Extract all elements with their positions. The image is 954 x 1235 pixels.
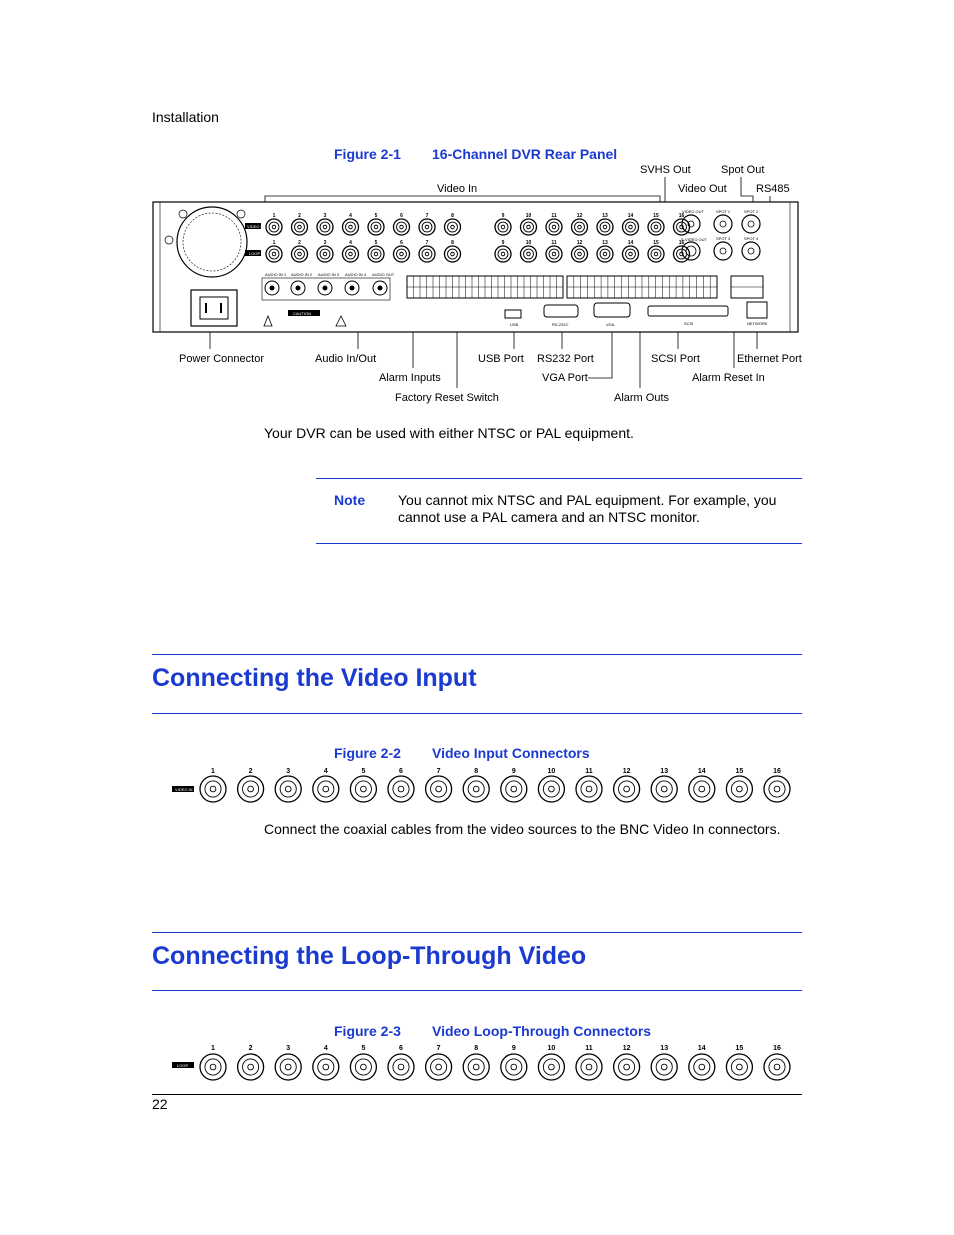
- panel-video-in-bnc-12-number: 12: [576, 213, 583, 219]
- panel-loop-bnc-2-number: 2: [298, 240, 301, 246]
- video-in-bnc-14-number: 14: [697, 768, 706, 775]
- loop-bnc-5: [350, 1045, 376, 1080]
- loop-bnc-11-number: 11: [585, 1045, 593, 1052]
- panel-video-in-bnc-14-number: 14: [627, 213, 634, 219]
- loop-bnc-13: [651, 1045, 677, 1080]
- video-in-bnc-14: [689, 768, 715, 802]
- panel-audio-in-4: AUDIO IN 4: [345, 272, 367, 277]
- loop-through-connectors-diagram: [0, 1038, 954, 1088]
- panel-loop-bnc-1-number: 1: [272, 240, 276, 246]
- panel-rs232: RS-232C: [552, 322, 569, 327]
- section-2-bottom-rule: [152, 990, 802, 991]
- callout-power-connector: Power Connector: [179, 353, 264, 365]
- video-in-bnc-12-number: 12: [622, 768, 631, 775]
- note-text: You cannot mix NTSC and PAL equipment. For example, you cannot use a PAL camera and an NTSC monitor.: [398, 492, 777, 525]
- video-in-bnc-3-number: 3: [286, 768, 291, 775]
- panel-loop-bnc-6-number: 6: [400, 240, 403, 246]
- loop-bnc-9-number: 9: [511, 1045, 516, 1052]
- callout-video-in: Video In: [437, 183, 478, 195]
- video-in-bnc-16: [764, 768, 790, 802]
- panel-video-in-bnc-11-number: 11: [551, 213, 557, 219]
- section-1-top-rule: [152, 654, 802, 655]
- video-in-bnc-6: [388, 768, 414, 802]
- ntsc-pal-paragraph: Your DVR can be used with either NTSC or PAL equipment.: [264, 425, 634, 441]
- figure-2-caption: [334, 745, 590, 761]
- panel-loop-bnc-5-number: 5: [374, 240, 378, 246]
- panel-video-in-bnc-9-number: 9: [501, 213, 505, 219]
- loop-bnc-16-number: 16: [773, 1045, 781, 1052]
- panel-spot3: SPOT 3: [716, 236, 731, 241]
- loop-bnc-1: [200, 1045, 226, 1080]
- panel-vga: VGA: [606, 322, 615, 327]
- panel-loop-bnc-13-number: 13: [602, 240, 608, 246]
- video-in-bnc-2: [238, 768, 264, 802]
- note-label: Note: [334, 492, 366, 508]
- video-in-bnc-5: [350, 768, 376, 802]
- figure-1-number: Figure 2-1: [334, 146, 401, 162]
- callout-usb-port: USB Port: [478, 353, 524, 365]
- panel-video-in-bnc-2-number: 2: [298, 213, 301, 219]
- chassis-outline: [153, 202, 798, 332]
- video-in-bnc-6-number: 6: [399, 768, 403, 775]
- note-bottom-rule: [316, 543, 802, 544]
- video-in-bnc-15-number: 15: [735, 768, 744, 775]
- video-in-bnc-1-number: 1: [211, 768, 215, 775]
- loop-bnc-3-number: 3: [286, 1045, 291, 1052]
- figure-2-number: Figure 2-2: [334, 745, 401, 761]
- video-in-bnc-10-number: 10: [547, 768, 556, 775]
- callout-alarm-inputs: Alarm Inputs: [379, 372, 441, 384]
- video-in-bnc-4: [313, 768, 339, 802]
- callout-factory-reset-switch: Factory Reset Switch: [395, 392, 499, 404]
- video-in-bnc-3: [275, 768, 301, 802]
- section-1-bottom-rule: [152, 713, 802, 714]
- loop-bnc-2: [238, 1045, 264, 1080]
- callout-ethernet-port: Ethernet Port: [737, 353, 802, 365]
- loop-bnc-7: [426, 1045, 452, 1080]
- panel-spot2: SPOT 2: [744, 209, 759, 214]
- loop-bnc-11: [576, 1045, 602, 1080]
- panel-tag-loop: LOOP: [249, 251, 261, 256]
- panel-video-in-bnc-10-number: 10: [525, 213, 532, 219]
- panel-video-in-bnc-4-number: 4: [349, 213, 352, 219]
- panel-video-in-bnc-5-number: 5: [374, 213, 378, 219]
- loop-bnc-5-number: 5: [361, 1045, 366, 1052]
- panel-loop-bnc-16-number: 16: [678, 240, 685, 246]
- loop-bnc-10: [538, 1045, 564, 1080]
- video-in-bnc-8-number: 8: [474, 768, 479, 775]
- loop-bnc-3: [275, 1045, 301, 1080]
- loop-tag: LOOP: [177, 1063, 189, 1068]
- dvr-rear-panel-diagram: [0, 0, 954, 420]
- panel-spot4: SPOT 4: [744, 236, 759, 241]
- panel-loop-bnc-9-number: 9: [501, 240, 505, 246]
- panel-tag-video-in: VIDEO IN: [247, 224, 265, 229]
- figure-1-title: 16-Channel DVR Rear Panel: [432, 146, 618, 162]
- panel-loop-bnc-3-number: 3: [323, 240, 327, 246]
- video-in-bnc-7: [426, 768, 452, 802]
- loop-bnc-6-number: 6: [399, 1045, 403, 1052]
- callout-spot-out: Spot Out: [721, 164, 765, 176]
- loop-bnc-14-number: 14: [697, 1045, 706, 1052]
- loop-bnc-4: [313, 1045, 339, 1080]
- video-in-bnc-10: [538, 768, 564, 802]
- panel-spot1: SPOT 1: [716, 209, 731, 214]
- note-top-rule: [316, 478, 802, 479]
- video-input-connectors-diagram: [0, 760, 954, 810]
- loop-bnc-8-number: 8: [474, 1045, 479, 1052]
- video-in-bnc-9: [501, 768, 527, 802]
- running-header: Installation: [152, 109, 219, 125]
- callout-audio-in-out: Audio In/Out: [315, 353, 377, 365]
- loop-bnc-12-number: 12: [622, 1045, 631, 1052]
- video-in-bnc-15: [726, 768, 752, 802]
- panel-loop-bnc-8-number: 8: [451, 240, 454, 246]
- loop-bnc-14: [689, 1045, 715, 1080]
- panel-loop-bnc-10-number: 10: [525, 240, 532, 246]
- figure-3-number: Figure 2-3: [334, 1023, 401, 1039]
- page-number: 22: [152, 1096, 168, 1112]
- figure-3-caption: [334, 1023, 651, 1039]
- panel-network: NETWORK: [747, 321, 768, 326]
- callout-alarm-outs: Alarm Outs: [614, 392, 670, 404]
- callout-video-out: Video Out: [678, 183, 727, 195]
- loop-bnc-10-number: 10: [547, 1045, 556, 1052]
- video-in-bnc-2-number: 2: [248, 768, 253, 775]
- panel-caution: CAUTION: [293, 311, 311, 316]
- panel-video-in-bnc-13-number: 13: [602, 213, 608, 219]
- loop-bnc-8: [463, 1045, 489, 1080]
- footer-rule: [152, 1094, 802, 1095]
- panel-video-in-bnc-3-number: 3: [323, 213, 327, 219]
- panel-usb: USB: [510, 322, 519, 327]
- loop-bnc-12: [614, 1045, 640, 1080]
- callout-svhs-out: SVHS Out: [640, 164, 691, 176]
- panel-scsi: SCSI: [684, 321, 694, 326]
- panel-loop-bnc-7-number: 7: [425, 240, 429, 246]
- panel-loop-bnc-15-number: 15: [653, 240, 659, 246]
- panel-video-in-bnc-7-number: 7: [425, 213, 429, 219]
- panel-video-in-bnc-1-number: 1: [272, 213, 276, 219]
- panel-video-in-bnc-8-number: 8: [451, 213, 454, 219]
- video-in-bnc-16-number: 16: [773, 768, 781, 775]
- loop-bnc-2-number: 2: [248, 1045, 253, 1052]
- video-in-tag: VIDEO IN: [175, 787, 193, 792]
- loop-bnc-7-number: 7: [436, 1045, 441, 1052]
- video-in-bnc-1: [200, 768, 226, 802]
- section-1-title: Connecting the Video Input: [152, 664, 477, 692]
- loop-bnc-16: [764, 1045, 790, 1080]
- video-in-bnc-9-number: 9: [511, 768, 516, 775]
- panel-video-in-bnc-16-number: 16: [678, 213, 685, 219]
- video-in-bnc-13: [651, 768, 677, 802]
- loop-bnc-1-number: 1: [211, 1045, 215, 1052]
- figure-3-title: Video Loop-Through Connectors: [432, 1023, 652, 1039]
- video-in-bnc-8: [463, 768, 489, 802]
- loop-bnc-15: [726, 1045, 752, 1080]
- section-2-top-rule: [152, 932, 802, 933]
- figure-2-title: Video Input Connectors: [432, 745, 590, 761]
- panel-audio-in-3: AUDIO IN 3: [318, 272, 340, 277]
- callout-scsi-port: SCSI Port: [651, 353, 700, 365]
- loop-bnc-15-number: 15: [735, 1045, 744, 1052]
- video-input-paragraph: Connect the coaxial cables from the video sources to the BNC Video In connectors.: [264, 821, 781, 837]
- loop-bnc-6: [388, 1045, 414, 1080]
- video-in-bnc-13-number: 13: [660, 768, 669, 775]
- panel-loop-bnc-14-number: 14: [627, 240, 634, 246]
- video-in-bnc-7-number: 7: [436, 768, 441, 775]
- video-in-bnc-11-number: 11: [585, 768, 593, 775]
- panel-audio-in-1: AUDIO IN 1: [265, 272, 287, 277]
- panel-audio-in-2: AUDIO IN 2: [291, 272, 313, 277]
- loop-bnc-9: [501, 1045, 527, 1080]
- panel-loop-bnc-12-number: 12: [576, 240, 583, 246]
- panel-svhs-out: S-VIDEO OUT: [681, 237, 708, 242]
- panel-video-out: VIDEO OUT: [682, 209, 705, 214]
- video-in-bnc-11: [576, 768, 602, 802]
- panel-audio-out: AUDIO OUT: [372, 272, 395, 277]
- video-in-bnc-4-number: 4: [323, 768, 328, 775]
- loop-bnc-13-number: 13: [660, 1045, 669, 1052]
- loop-bnc-4-number: 4: [323, 1045, 328, 1052]
- callout-rs232-port: RS232 Port: [537, 353, 594, 365]
- callout-vga-port: VGA Port: [542, 372, 588, 384]
- callout-rs485: RS485: [756, 183, 790, 195]
- panel-video-in-bnc-6-number: 6: [400, 213, 403, 219]
- panel-loop-bnc-11-number: 11: [551, 240, 557, 246]
- video-in-bnc-5-number: 5: [361, 768, 366, 775]
- video-in-bnc-12: [614, 768, 640, 802]
- panel-video-in-bnc-15-number: 15: [653, 213, 659, 219]
- panel-loop-bnc-4-number: 4: [349, 240, 352, 246]
- section-2-title: Connecting the Loop-Through Video: [152, 942, 587, 970]
- callout-alarm-reset-in: Alarm Reset In: [692, 372, 765, 384]
